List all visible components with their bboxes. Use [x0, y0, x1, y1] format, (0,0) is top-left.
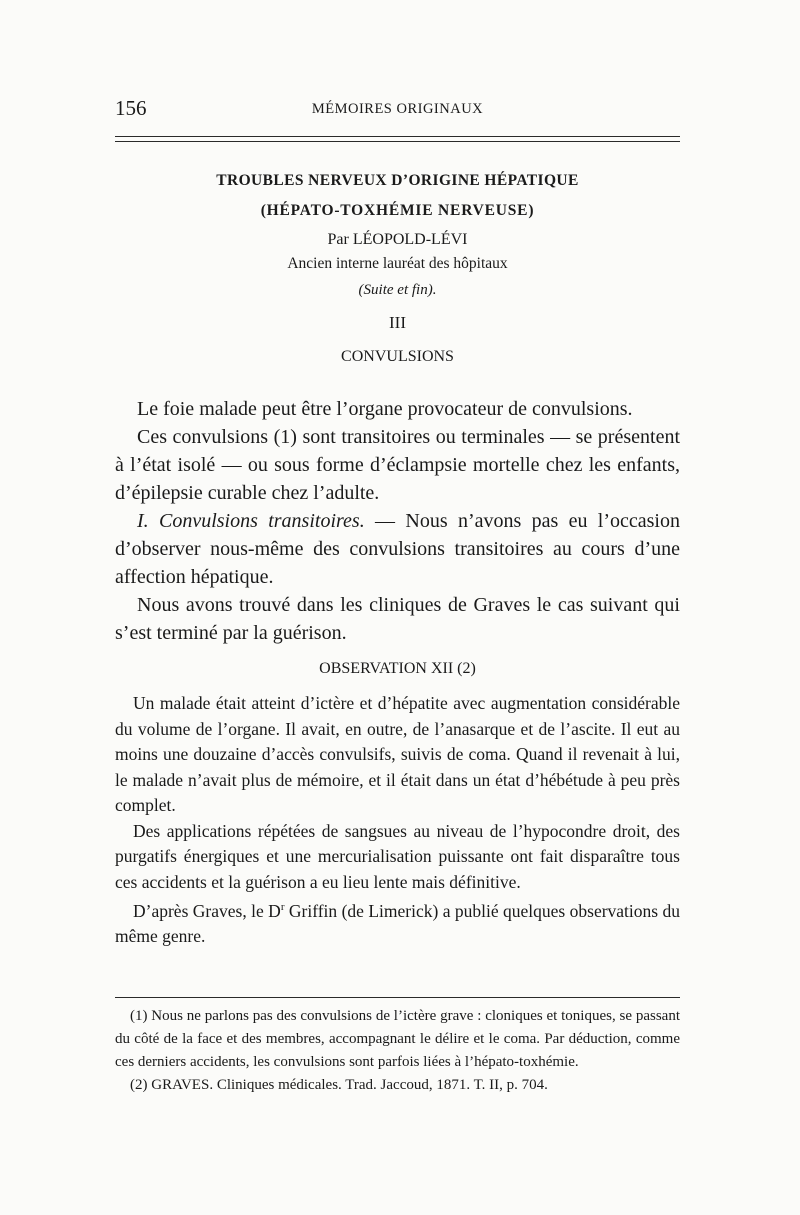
- page-header: [115, 96, 680, 122]
- paragraph: [115, 507, 680, 591]
- observation-paragraph: Un malade était atteint d’ictère et d’hépatite avec augmentation considérable du volume de l’organe. Il avait, en outre, de l’anasarque et de l’ascite. Il eut au moins une douzaine d’accès convulsifs, suivis de coma. Quand il revenait à lui, le malade n’avait plus de mémoire, et il était dans un état d’hébétude à peu près complet.: [115, 693, 680, 815]
- observation-text: D’après Graves, le D: [133, 900, 281, 921]
- article-author: Par LÉOPOLD-LÉVI: [327, 231, 468, 248]
- author-affiliation: Ancien interne lauréat des hôpitaux: [287, 255, 508, 272]
- paragraph-text: — Nous n’avons pas eu l’occasion d’observer nous-même des convulsions transitoires au cours d’une affection hépatique.: [115, 510, 680, 588]
- footnotes: [115, 1005, 680, 1097]
- paragraph: Le foie malade peut être l’organe provocateur de convulsions.: [137, 398, 633, 420]
- footnote-2: (2) GRAVES. Cliniques médicales. Trad. Jaccoud, 1871. T. II, p. 704.: [130, 1077, 548, 1093]
- paragraph: Nous avons trouvé dans les cliniques de Graves le cas suivant qui s’est terminé par la guérison.: [115, 594, 680, 644]
- observation-title: OBSERVATION XII (2): [319, 660, 476, 677]
- observation-text: Griffin (de Limerick) a publié quelques observations du même genre.: [115, 900, 680, 947]
- article-body: [115, 395, 680, 950]
- article-subtitle: (HÉPATO-TOXHÉMIE NERVEUSE): [260, 202, 535, 219]
- article-title: TROUBLES NERVEUX D’ORIGINE HÉPATIQUE: [216, 172, 579, 189]
- running-head: MÉMOIRES ORIGINAUX: [311, 101, 484, 117]
- superscript: r: [280, 901, 285, 913]
- observation-paragraph: [115, 895, 680, 950]
- observation-paragraph: Des applications répétées de sangsues au niveau de l’hypocondre droit, des purgatifs énergiques et une mercurialisation puissante ont fait disparaître tous ces accidents et la guérison a eu lieu lente mais définitive.: [115, 820, 680, 892]
- paragraph: [115, 423, 680, 507]
- section-number: III: [389, 313, 406, 332]
- page-number: 156: [115, 96, 147, 120]
- paragraph-text: Ces convulsions (1) sont transitoires ou terminales — se présentent à l’état isolé — ou sous forme d’éclampsie mortelle chez les enfants, d’épilepsie curable chez l’adulte.: [115, 426, 680, 504]
- article-heading: [115, 168, 680, 372]
- footnote-1: (1) Nous ne parlons pas des convulsions de l’ictère grave : cloniques et toniques, se passant du côté de la face et des membres, accompagnant le délire et le coma. Par déduction, comme ces derniers accidents, les convulsions sont parfois liées à l’hépato-toxhémie.: [115, 1008, 680, 1070]
- subsection-heading: I. Convulsions transitoires.: [137, 510, 365, 532]
- section-title: CONVULSIONS: [341, 348, 454, 365]
- footnote-rule: [115, 997, 680, 998]
- header-rule-top: [115, 136, 680, 137]
- header-rule-bottom: [115, 141, 680, 142]
- continuation-note: (Suite et fin).: [358, 282, 437, 298]
- observation-body: [115, 691, 680, 950]
